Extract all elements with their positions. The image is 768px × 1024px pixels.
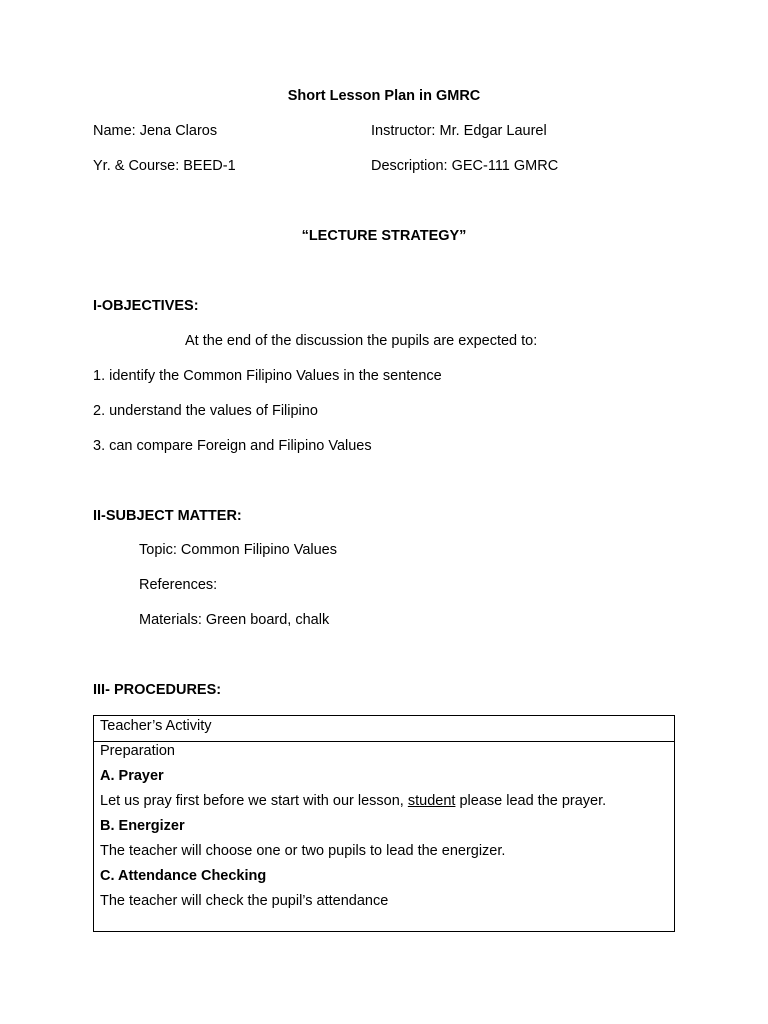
student-name: Name: Jena Claros xyxy=(93,123,218,139)
year-course: Yr. & Course: BEED-1 xyxy=(93,158,236,174)
document-title: Short Lesson Plan in GMRC xyxy=(287,88,481,104)
subject-matter-heading: II-SUBJECT MATTER: xyxy=(93,508,242,524)
objective-item-3: 3. can compare Foreign and Filipino Values xyxy=(93,438,372,454)
course-description: Description: GEC-111 GMRC xyxy=(371,158,559,174)
objectives-heading: I-OBJECTIVES: xyxy=(93,298,199,314)
instructor-name: Instructor: Mr. Edgar Laurel xyxy=(371,123,547,139)
subject-materials: Materials: Green board, chalk xyxy=(139,612,330,628)
objective-item-1: 1. identify the Common Filipino Values in the sentence xyxy=(93,368,442,384)
objectives-intro: At the end of the discussion the pupils are expected to: xyxy=(185,333,538,349)
preparation-label: Preparation xyxy=(100,743,175,759)
prayer-text-after: please lead the prayer. xyxy=(455,793,607,809)
column-header-teachers-activity: Teacher’s Activity xyxy=(100,718,212,734)
energizer-heading: B. Energizer xyxy=(100,818,185,834)
table-header-row xyxy=(94,716,674,742)
prayer-text-before: Let us pray first before we start with our lesson, xyxy=(100,793,408,809)
attendance-text: The teacher will check the pupil’s attendance xyxy=(100,893,389,909)
energizer-text: The teacher will choose one or two pupils to lead the energizer. xyxy=(100,843,506,859)
prayer-heading: A. Prayer xyxy=(100,768,164,784)
prayer-text xyxy=(100,792,606,810)
subject-references: References: xyxy=(139,577,218,593)
subject-topic: Topic: Common Filipino Values xyxy=(139,542,337,558)
objective-item-2: 2. understand the values of Filipino xyxy=(93,403,318,419)
attendance-heading: C. Attendance Checking xyxy=(100,868,267,884)
procedures-table xyxy=(93,715,675,932)
strategy-title: “LECTURE STRATEGY” xyxy=(301,228,467,244)
prayer-text-student: student xyxy=(407,793,456,809)
procedures-heading: III- PROCEDURES: xyxy=(93,682,222,698)
